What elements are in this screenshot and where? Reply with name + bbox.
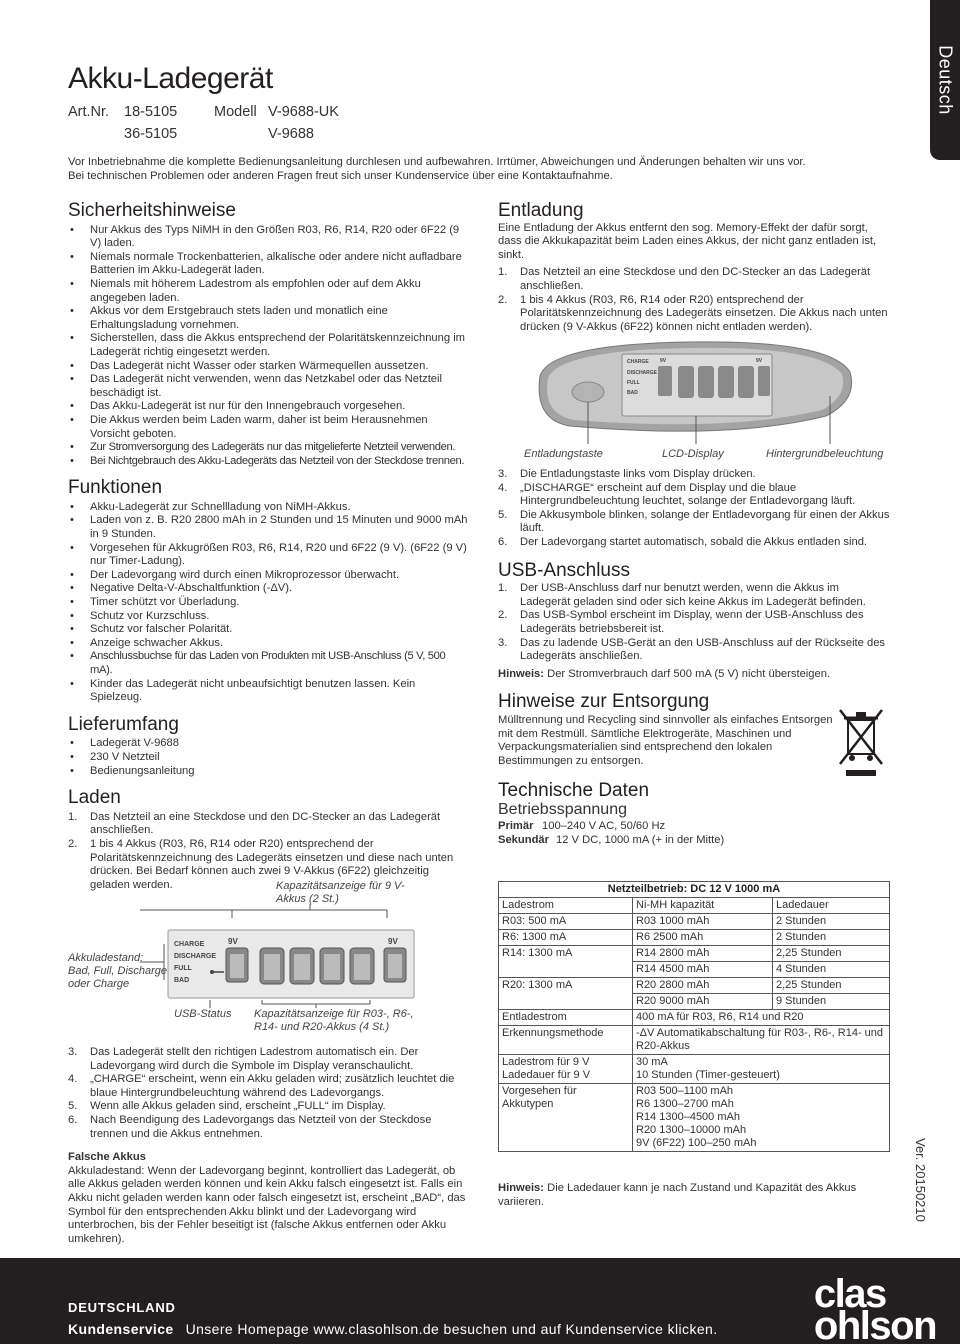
label-9v-capacity: Kapazitätsanzeige für 9 V-Akkus (2 St.) — [276, 880, 405, 905]
step-number: 4. — [498, 481, 508, 494]
table-cell: R14: 1300 mA — [499, 946, 633, 978]
table-row — [499, 946, 890, 962]
table-header: Netzteilbetrieb: DC 12 V 1000 mA — [499, 882, 890, 898]
discharge-steps-block — [498, 468, 892, 848]
table-cell: R03 1000 mAh — [633, 914, 773, 930]
list-item — [498, 637, 892, 664]
table-cell: Ni-MH kapazität — [633, 898, 773, 914]
list-item: • Bei Nichtgebrauch des Akku-Ladegeräts das Netzteil von der Steckdose trennen. — [68, 455, 468, 469]
list-item: • Ladegerät V-9688 — [68, 737, 468, 751]
table-cell: 2 Stunden — [773, 930, 890, 946]
battery-icon — [384, 948, 406, 982]
list-item — [68, 1100, 468, 1114]
battery-icon — [350, 948, 374, 984]
table-cell: R14 2800 mAh — [633, 946, 773, 962]
label-backlight: Hintergrundbeleuchtung — [766, 448, 884, 460]
list-item: • Negative Delta-V-Abschaltfunktion (-ΔV). — [68, 582, 468, 596]
list-item: • Die Akkus werden beim Laden warm, daher ist beim Herausnehmen Vorsicht geboten. — [68, 414, 468, 441]
step-text: Nach Beendigung des Ladevorgangs das Netzteil von der Steckdose trennen und die Akkus entnehmen. — [90, 1113, 432, 1140]
table-cell: R03 500–1100 mAh R6 1300–2700 mAh R14 1300–4500 mAh R20 1300–10000 mAh 9V (6F22) 100–250 mAh — [633, 1084, 890, 1152]
list-item: • Das Ladegerät nicht verwenden, wenn das Netzkabel oder das Netzteil beschädigt ist. — [68, 373, 468, 400]
list-item — [498, 582, 892, 609]
list-item — [68, 811, 468, 838]
lcd-9v-label: 9V — [228, 937, 238, 946]
note-text: Der Stromverbrauch darf 500 mA (5 V) nicht übersteigen. — [547, 667, 831, 680]
functions-heading: Funktionen — [68, 477, 163, 499]
table-cell: 2 Stunden — [773, 914, 890, 930]
step-number: 3. — [498, 468, 508, 480]
list-item: • Zur Stromversorgung des Ladegeräts nur das mitgelieferte Netzteil verwenden. — [68, 441, 468, 455]
lcd-text: FULL — [174, 965, 192, 972]
battery-icon — [260, 948, 284, 984]
step-text: Das USB-Symbol erscheint im Display, wenn der USB-Anschluss des Ladegeräts betriebsbereit ist. — [520, 609, 864, 635]
step-number: 1. — [498, 266, 508, 279]
discharge-intro: Eine Entladung der Akkus entfernt den sog. Memory-Effekt der dafür sorgt, dass die Akkukapazität beim Laden eines Akkus, der nicht ganz entladen ist, sinkt. — [498, 221, 877, 261]
list-item: • Laden von z. B. R20 2800 mAh in 2 Stunden und 15 Minuten und 9000 mAh in 9 Stunden. — [68, 514, 468, 541]
step-text: „DISCHARGE“ erscheint auf dem Display und die blaue Hintergrundbeleuchtung leuchtet, solange der Entladevorgang läuft. — [520, 481, 856, 508]
list-item: • Nur Akkus des Typs NiMH in den Größen R03, R6, R14, R20 oder 6F22 (9 V) laden. — [68, 224, 468, 251]
step-number: 3. — [498, 636, 508, 649]
battery-icon — [226, 948, 248, 982]
table-cell: R20: 1300 mA — [499, 978, 633, 1010]
list-item: • Timer schützt vor Überladung. — [68, 596, 468, 610]
service-label: Kundenservice — [68, 1321, 174, 1337]
list-item — [498, 536, 892, 550]
table-cell: Ladestrom für 9 V Ladedauer für 9 V — [499, 1055, 633, 1084]
table-cell: 2,25 Stunden — [773, 978, 890, 994]
table-cell: Entladestrom — [499, 1010, 633, 1026]
language-tab — [930, 0, 960, 160]
art-number: 18-5105 — [124, 104, 178, 120]
step-number: 1. — [68, 810, 78, 823]
service-text: Unsere Homepage www.clasohlson.de besuchen und auf Kundenservice klicken. — [185, 1321, 718, 1337]
battery-icon — [320, 948, 344, 984]
list-item: • Der Ladevorgang wird durch einen Mikroprozessor überwacht. — [68, 569, 468, 583]
table-cell: 4 Stunden — [773, 962, 890, 978]
safety-heading: Sicherheitshinweise — [68, 200, 236, 221]
table-row — [499, 1010, 890, 1026]
battery-icon — [718, 366, 734, 398]
lcd-9v-label: 9V — [756, 358, 763, 364]
secondary-value: 12 V DC, 1000 mA (+ in der Mitte) — [556, 834, 725, 847]
disposal-heading: Hinweise zur Entsorgung — [498, 691, 710, 713]
battery-icon — [290, 948, 314, 984]
tech-heading: Technische Daten — [498, 780, 650, 802]
note-text: Die Ladedauer kann je nach Zustand und Kapazität des Akkus variieren. — [498, 1182, 857, 1208]
note-label: Hinweis: — [498, 667, 545, 680]
model-number: V-9688 — [268, 126, 314, 142]
lcd-diagram — [140, 904, 440, 1009]
battery-icon — [678, 366, 694, 398]
crossed-bin-icon — [838, 708, 884, 794]
label-charge-status: Akkuladestand: Bad, Full, Discharge oder Charge — [68, 952, 168, 990]
model-label: Modell — [214, 104, 257, 120]
step-text: Die Entladungstaste links vom Display drücken. — [520, 468, 756, 480]
step-number: 6. — [68, 1113, 78, 1126]
usb-heading: USB-Anschluss — [498, 559, 630, 581]
footer-country: DEUTSCHLAND — [68, 1300, 176, 1315]
safety-list — [68, 224, 468, 469]
discharge-steps-a — [498, 266, 892, 334]
wrong-batteries-text: Akkuladestand: Wenn der Ladevorgang beginnt, kontrolliert das Ladegerät, ob alle Akkus geladen werden können und kein Akku falsch eingesetzt ist. Falls ein Akku nicht geladen werden kann oder falsch eingesetzt ist, erscheint „BAD“, das Symbol für den entsprechenden Akku blinkt und der Ladevorgang wird unterbrochen, bis der Fehler beseitigt ist (falsche Akkus entfernen oder Akku umkehren). — [68, 1164, 466, 1245]
label-discharge-button: Entladungstaste — [524, 448, 603, 460]
secondary-label: Sekundär — [498, 834, 549, 847]
table-cell: Vorgesehen für Akkutypen — [499, 1084, 633, 1152]
table-row — [499, 898, 890, 914]
discharge-section — [498, 200, 892, 334]
step-text: Das Netzteil an eine Steckdose und den DC-Stecker an das Ladegerät anschließen. — [520, 266, 871, 292]
model-number: V-9688-UK — [268, 104, 339, 120]
tech-subheading: Betriebsspannung — [498, 800, 627, 818]
list-item — [498, 509, 892, 536]
battery-icon — [658, 366, 672, 396]
primary-row — [498, 820, 892, 834]
scope-heading: Lieferumfang — [68, 713, 179, 735]
footer — [0, 1258, 960, 1344]
table-row — [499, 1084, 890, 1152]
intro-line: Vor Inbetriebnahme die komplette Bedienungsanleitung durchlesen und aufbewahren. Irrtümer, Abweichungen und Änderungen behalten wir uns vor. — [68, 156, 806, 168]
lcd-text: BAD — [174, 977, 190, 984]
language-label: Deutsch — [935, 45, 956, 115]
step-text: „CHARGE“ erscheint, wenn ein Akku geladen wird; zusätzlich leuchtet die blaue Hintergrundbeleuchtung während des Ladevorgangs. — [90, 1073, 455, 1099]
primary-label: Primär — [498, 820, 534, 833]
table-cell: Ladedauer — [773, 898, 890, 914]
table-cell: 400 mA für R03, R6, R14 und R20 — [633, 1010, 890, 1026]
list-item: • Bedienungsanleitung — [68, 765, 468, 779]
charging-steps-b — [68, 1046, 468, 1141]
list-item: • Sicherstellen, dass die Akkus entsprechend der Polaritätskennzeichnung im Ladegerät richtig eingesetzt werden. — [68, 332, 468, 359]
list-item: • Niemals normale Trockenbatterien, alkalische oder andere nicht aufladbare Batterien im Akku-Ladegerät laden. — [68, 251, 468, 278]
battery-icon — [698, 366, 714, 398]
table-cell: 30 mA 10 Stunden (Timer-gesteuert) — [633, 1055, 890, 1084]
functions-list — [68, 501, 468, 705]
page-title: Akku-Ladegerät — [68, 62, 273, 95]
table-cell: 2,25 Stunden — [773, 946, 890, 962]
list-item: • Kinder das Ladegerät nicht unbeaufsichtigt benutzen lassen. Kein Spielzeug. — [68, 678, 468, 705]
step-text: 1 bis 4 Akkus (R03, R6, R14 oder R20) entsprechend der Polaritätskennzeichnung des Ladegeräts einsetzen und diese nach unten drücken. Bei Bedarf können auch zwei 9 V-Akkus (6F22) gleichzeitig geladen werden. — [90, 837, 454, 891]
lcd-9v-label: 9V — [388, 937, 398, 946]
brand-logo — [813, 1272, 936, 1344]
secondary-row — [498, 834, 892, 848]
logo-line: ohlson — [813, 1304, 936, 1344]
step-number: 5. — [498, 508, 508, 521]
lcd-text: BAD — [627, 390, 638, 396]
wrong-batteries-heading: Falsche Akkus — [68, 1151, 146, 1164]
lcd-text: CHARGE — [174, 941, 205, 948]
step-number: 6. — [498, 535, 508, 548]
list-item: • Schutz vor Kurzschluss. — [68, 610, 468, 624]
list-item: • Anschlussbuchse für das Laden von Produkten mit USB-Anschluss (5 V, 500 mA). — [68, 650, 468, 677]
step-text: Das Ladegerät stellt den richtigen Ladestrom automatisch ein. Der Ladevorgang wird durch die Symbole im Display veranschaulicht. — [90, 1046, 419, 1072]
lcd-text: DISCHARGE — [627, 370, 658, 376]
footer-service — [68, 1321, 718, 1337]
art-number: 36-5105 — [124, 126, 178, 142]
version-label: Ver. 20150210 — [913, 1138, 928, 1222]
label-cap-display: Kapazitätsanzeige für R03-, R6-, R14- und R20-Akkus (4 St.) — [254, 1008, 414, 1033]
table-header-row — [499, 882, 890, 898]
list-item — [498, 266, 892, 293]
table-cell: 9 Stunden — [773, 994, 890, 1010]
list-item: • 230 V Netzteil — [68, 751, 468, 765]
step-text: 1 bis 4 Akkus (R03, R6, R14 oder R20) entsprechend der Polaritätskennzeichnung des Ladegeräts einsetzen. Die Akkus nach unten drücken (9 V-Akkus (6F22) können nicht entladen werden). — [520, 293, 888, 333]
step-text: Das zu ladende USB-Gerät an den USB-Anschluss auf der Rückseite des Ladegeräts anschließen. — [520, 636, 886, 663]
step-text: Der Ladevorgang startet automatisch, sobald die Akkus entladen sind. — [520, 535, 868, 548]
step-number: 5. — [68, 1100, 78, 1113]
list-item: • Anzeige schwacher Akkus. — [68, 637, 468, 651]
label-lcd-display: LCD-Display — [662, 448, 724, 460]
table-cell: R20 2800 mAh — [633, 978, 773, 994]
table-row — [499, 978, 890, 994]
list-item — [498, 294, 892, 335]
left-column — [68, 200, 468, 892]
table-row — [499, 930, 890, 946]
list-item: • Vorgesehen für Akkugrößen R03, R6, R14, R20 und 6F22 (9 V). (6F22 (9 V) nur Timer-Ladung). — [68, 542, 468, 569]
lcd-9v-label: 9V — [660, 358, 667, 364]
step-number: 4. — [68, 1073, 78, 1086]
step-text: Der USB-Anschluss darf nur benutzt werden, wenn die Akkus im Ladegerät geladen sind oder sich keine Akkus im Ladegerät befinden. — [520, 582, 866, 608]
table-cell: Ladestrom — [499, 898, 633, 914]
charging-steps-b-block — [68, 1046, 468, 1246]
usb-note — [498, 668, 892, 682]
list-item: • Niemals mit höherem Ladestrom als empfohlen oder auf dem Akku angegeben laden. — [68, 278, 468, 305]
list-item — [498, 482, 892, 509]
table-cell: R6: 1300 mA — [499, 930, 633, 946]
primary-value: 100–240 V AC, 50/60 Hz — [542, 820, 666, 833]
list-item: • Akku-Ladegerät zur Schnellladung von NiMH-Akkus. — [68, 501, 468, 515]
table-cell: R03: 500 mA — [499, 914, 633, 930]
step-number: 2. — [68, 837, 78, 850]
table-row — [499, 914, 890, 930]
table-cell: Erkennungsmethode — [499, 1026, 633, 1055]
list-item — [68, 1073, 468, 1100]
table-cell: R20 9000 mAh — [633, 994, 773, 1010]
charger-illustration — [530, 336, 860, 444]
lcd-text: DISCHARGE — [174, 953, 217, 960]
scope-list — [68, 737, 468, 778]
table-row — [499, 1055, 890, 1084]
lcd-text: CHARGE — [627, 359, 649, 365]
table-cell: -ΔV Automatikabschaltung für R03-, R6-, R14- und R20-Akkus — [633, 1026, 890, 1055]
battery-icon — [758, 366, 770, 396]
logo-line: clas — [813, 1272, 886, 1316]
list-item — [68, 1114, 468, 1141]
step-number: 1. — [498, 582, 508, 595]
note-label: Hinweis: — [498, 1182, 545, 1194]
list-item: • Schutz vor falscher Polarität. — [68, 623, 468, 637]
charging-heading: Laden — [68, 787, 121, 809]
step-text: Wenn alle Akkus geladen sind, erscheint „FULL“ im Display. — [90, 1100, 386, 1113]
tech-note — [498, 1182, 898, 1209]
discharge-heading: Entladung — [498, 200, 584, 221]
table-row — [499, 1026, 890, 1055]
list-item — [498, 609, 892, 636]
battery-icon — [738, 366, 754, 398]
intro-line: Bei technischen Problemen oder anderen Fragen freut sich unser Kundenservice über eine Kontaktaufnahme. — [68, 170, 613, 182]
list-item: • Das Ladegerät nicht Wasser oder starken Wärmequellen aussetzen. — [68, 360, 468, 374]
lcd-text: FULL — [627, 380, 640, 386]
discharge-steps-b — [498, 468, 892, 550]
disposal-text: Mülltrennung und Recycling sind sinnvoller als einfaches Entsorgen mit dem Restmüll. Sämtliche Elektrogeräte, Maschinen und Verpackungsmaterialien sind entsprechend den lokalen Bestimmungen zu entsorgen. — [498, 713, 833, 767]
intro-text — [68, 155, 848, 183]
table-cell: R6 2500 mAh — [633, 930, 773, 946]
art-label: Art.Nr. — [68, 104, 110, 120]
step-number: 2. — [498, 609, 508, 622]
step-text: Die Akkusymbole blinken, solange der Entladevorgang für einen der Akkus läuft. — [520, 508, 890, 535]
list-item — [68, 1046, 468, 1073]
list-item: • Das Akku-Ladegerät ist nur für den Innengebrauch vorgesehen. — [68, 400, 468, 414]
step-text: Das Netzteil an eine Steckdose und den DC-Stecker an das Ladegerät anschließen. — [90, 810, 441, 837]
usb-steps — [498, 582, 892, 664]
label-usb-status: USB-Status — [174, 1008, 232, 1020]
spec-table — [498, 881, 890, 1152]
table-cell: R14 4500 mAh — [633, 962, 773, 978]
list-item: • Akkus vor dem Erstgebrauch stets laden und monatlich eine Erhaltungsladung vornehmen. — [68, 305, 468, 332]
list-item — [498, 468, 892, 482]
step-number: 3. — [68, 1046, 78, 1058]
step-number: 2. — [498, 293, 508, 306]
discharge-button — [572, 382, 604, 402]
